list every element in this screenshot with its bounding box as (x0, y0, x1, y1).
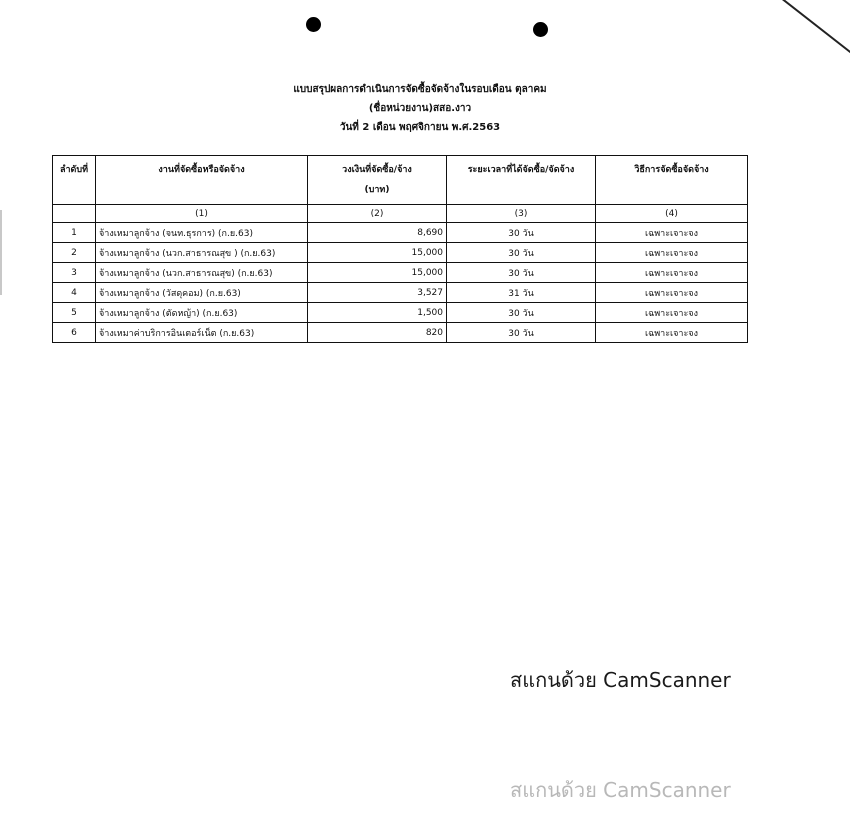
header-title: แบบสรุปผลการดำเนินการจัดซื้อจัดจ้างในรอบเดือน ตุลาคม (293, 84, 547, 95)
punch-hole-left (306, 17, 321, 32)
col-header-item: งานที่จัดซื้อหรือจัดจ้าง (96, 156, 308, 205)
row-no: 2 (53, 243, 96, 263)
row-item: จ้างเหมาลูกจ้าง (นวก.สาธารณสุข ) (ก.ย.63) (96, 243, 308, 263)
row-no: 4 (53, 283, 96, 303)
col-header-amount (308, 156, 447, 205)
table-row (53, 283, 748, 303)
row-duration: 30 วัน (447, 263, 596, 283)
row-method: เฉพาะเจาะจง (596, 223, 748, 243)
table-row (53, 243, 748, 263)
table-row (53, 223, 748, 243)
col-number-1: (1) (96, 205, 308, 223)
table-row (53, 323, 748, 343)
row-amount: 15,000 (308, 243, 447, 263)
row-method: เฉพาะเจาะจง (596, 243, 748, 263)
table-row (53, 303, 748, 323)
col-number-4: (4) (596, 205, 748, 223)
row-method: เฉพาะเจาะจง (596, 263, 748, 283)
row-amount: 8,690 (308, 223, 447, 243)
row-no: 5 (53, 303, 96, 323)
col-header-amount-label: วงเงินที่จัดซื้อ/จ้าง (342, 165, 412, 175)
header-agency: (ชื่อหน่วยงาน)สสอ.งาว (368, 103, 472, 114)
col-number-0 (53, 205, 96, 223)
row-duration: 30 วัน (447, 323, 596, 343)
document-header (180, 80, 660, 137)
row-amount: 820 (308, 323, 447, 343)
row-item: จ้างเหมาค่าบริการอินเตอร์เน็ต (ก.ย.63) (96, 323, 308, 343)
row-duration: 30 วัน (447, 223, 596, 243)
punch-hole-right (533, 22, 548, 37)
scan-edge-mark (0, 210, 2, 295)
table-header-row (53, 156, 748, 205)
table-row (53, 263, 748, 283)
row-method: เฉพาะเจาะจง (596, 283, 748, 303)
scan-edge-line (774, 0, 850, 55)
row-method: เฉพาะเจาะจง (596, 303, 748, 323)
row-item: จ้างเหมาลูกจ้าง (จนท.ธุรการ) (ก.ย.63) (96, 223, 308, 243)
procurement-table (52, 155, 748, 343)
row-amount: 1,500 (308, 303, 447, 323)
row-item: จ้างเหมาลูกจ้าง (วัสดุคอม) (ก.ย.63) (96, 283, 308, 303)
camscanner-watermark-faded: สแกนด้วย CamScanner (510, 778, 731, 802)
row-duration: 30 วัน (447, 243, 596, 263)
row-item: จ้างเหมาลูกจ้าง (ตัดหญ้า) (ก.ย.63) (96, 303, 308, 323)
camscanner-watermark: สแกนด้วย CamScanner (510, 668, 731, 692)
col-number-3: (3) (447, 205, 596, 223)
col-header-duration: ระยะเวลาที่ได้จัดซื้อ/จัดจ้าง (447, 156, 596, 205)
row-no: 6 (53, 323, 96, 343)
row-item: จ้างเหมาลูกจ้าง (นวก.สาธารณสุข) (ก.ย.63) (96, 263, 308, 283)
header-date: วันที่ 2 เดือน พฤศจิกายน พ.ศ.2563 (339, 122, 501, 133)
row-no: 1 (53, 223, 96, 243)
col-header-method: วิธีการจัดซื้อจัดจ้าง (596, 156, 748, 205)
row-amount: 15,000 (308, 263, 447, 283)
col-number-2: (2) (308, 205, 447, 223)
col-header-amount-unit: (บาท) (364, 185, 390, 195)
column-number-row (53, 205, 748, 223)
row-method: เฉพาะเจาะจง (596, 323, 748, 343)
row-duration: 30 วัน (447, 303, 596, 323)
row-duration: 31 วัน (447, 283, 596, 303)
row-no: 3 (53, 263, 96, 283)
row-amount: 3,527 (308, 283, 447, 303)
col-header-no: ลำดับที่ (53, 156, 96, 205)
